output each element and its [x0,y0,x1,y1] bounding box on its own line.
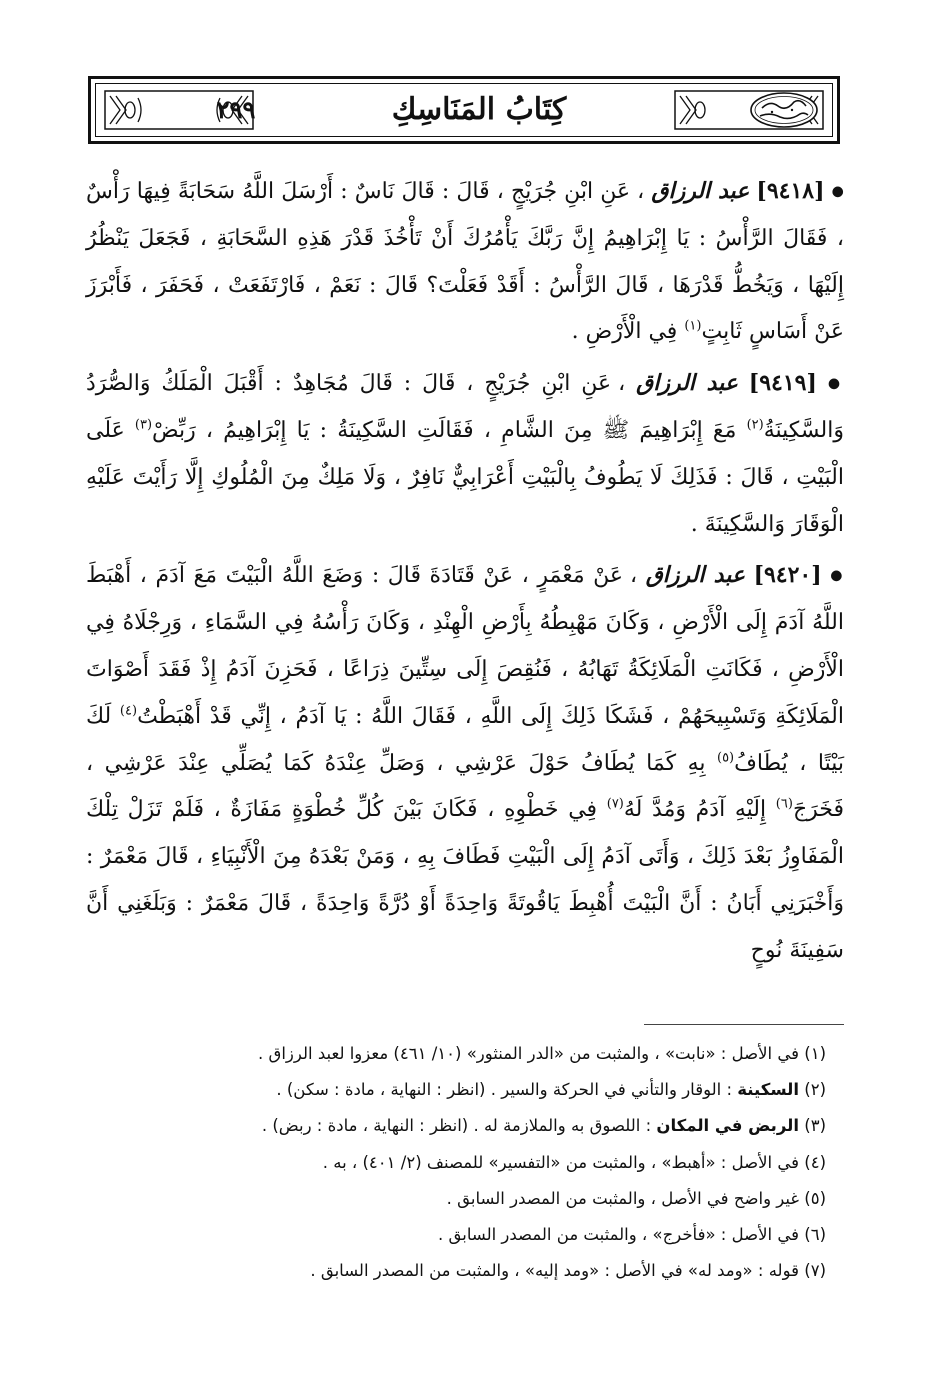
hadith-number: [٩٤١٨] [756,178,825,204]
footnote-separator [644,1024,844,1025]
narrator-name: عبد الرزاق [636,370,738,397]
footnote-ref[interactable]: (٣) [134,417,153,433]
footnote-number: (٤) [804,1152,826,1172]
footnote-number: (٣) [804,1116,826,1136]
footnote-ref[interactable]: (٤) [119,703,138,719]
footnote-3 [86,1108,826,1144]
footnote-text: في الأصل : «أهبط» ، والمثبت من «التفسير» للمصنف (٢/ ٤٠١) ، به . [322,1152,799,1172]
footnote-ref[interactable]: (٢) [746,417,764,433]
hadith-text: ، عَنْ مَعْمَرٍ ، عَنْ قَتَادَةَ قَالَ : وَضَعَ اللَّهُ الْبَيْتَ مَعَ آدَمَ ، أَهْبَطَ اللَّهُ آدَمَ إِلَى الْأَرْضِ ، وَكَانَ مَهْبِطُهُ بِأَرْضِ الْهِنْدِ ، وَكَانَ رَأْسُهُ فِي السَّمَاءِ ، وَرِجْلَاهُ فِي الْأَرْضِ ، فَكَانَتِ الْمَلَائِكَةُ تَهَابُهُ ، فَنُقِصَ إِلَى سِتِّينَ ذِرَاعًا ، فَحَزِنَ آدَمُ إِذْ فَقَدَ أَصْوَاتَ الْمَلَائِكَةِ وَتَسْبِيحَهُمْ ، فَشَكَا ذَلِكَ إِلَى اللَّهِ ، فَقَالَ اللَّهُ : يَا آدَمُ ، إِنِّي قَدْ أَهْبَطْتُ [86,563,844,729]
footnote-6 [86,1217,826,1253]
bullet-icon: ● [827,375,844,392]
hadith-text-tail: فِي خَطْوِهِ ، فَكَانَ بَيْنَ كُلِّ خُطْوَةٍ مَفَازَةٌ ، فَلَمْ تَزَلْ تِلْكَ الْمَفَاوِزُ بَعْدَ ذَلِكَ ، وَأَتَى آدَمُ إِلَى الْبَيْتِ فَطَافَ بِهِ ، وَمَنْ بَعْدَهُ مِنَ الْأَنْبِيَاءِ ، قَالَ مَعْمَرٌ : وَأَخْبَرَنِي أَبَانُ : أَنَّ الْبَيْتَ أُهْبِطَ يَاقُوتَةً وَاحِدَةً أَوْ دُرَّةً وَاحِدَةً ، قَالَ مَعْمَرٌ : وَبَلَغَنِي أَنَّ سَفِينَةَ نُوحٍ [86,797,844,963]
footnote-text: : اللصوق به والملازمة له . (انظر : النهاية ، مادة : ربض) . [261,1116,652,1136]
footnote-1 [86,1036,826,1072]
hadith-text-2: مَعَ إِبْرَاهِيمَ ﷺ مِنَ الشَّامِ ، فَقَالَتِ السَّكِينَةُ : يَا إِبْرَاهِيمُ ، رَبِّضْ [152,417,737,443]
narrator-name: عبد الرزاق [645,562,745,589]
hadith-number: [٩٤١٩] [748,370,817,397]
footnotes [86,1036,826,1289]
narrator-name: عبد الرزاق [651,178,750,204]
hadith-text-tail: عَلَى الْبَيْتِ ، قَالَ : فَذَلِكَ لَا يَطُوفُ بِالْبَيْتِ أَعْرَابِيٌّ نَافِرٌ ، وَلَا مَلِكٌ مِنَ الْمُلُوكِ إِلَّا رَأَيْتَ عَلَيْهِ الْوَقَارَ وَالسَّكِينَةَ . [86,417,844,537]
footnote-number: (٢) [804,1080,826,1100]
bullet-icon: ● [830,567,845,584]
main-text [86,168,844,979]
footnote-ref[interactable]: (٦) [775,797,793,813]
hadith-text: ، عَنِ ابْنِ جُرَيْجٍ ، قَالَ : قَالَ نَاسٌ : أَرْسَلَ اللَّهُ سَحَابَةً فِيهَا رَأْسٌ ، فَقَالَ الرَّأْسُ : يَا إِبْرَاهِيمُ إِنَّ رَبَّكَ يَأْمُرُكَ أَنْ تَأْخُذَ قَدْرَ هَذِهِ السَّحَابَةِ ، فَجَعَلَ يَنْظُرُ إِلَيْهَا ، وَيَخُطُّ قَدْرَهَا ، قَالَ الرَّأْسُ : أَقَدْ فَعَلْتَ؟ قَالَ : نَعَمْ ، فَارْتَفَعَتْ ، فَحَفَرَ ، فَأَبْرَزَ عَنْ أَسَاسٍ ثَابِتٍ [86,179,844,345]
hadith-text-tail: فِي الْأَرْضِ . [571,319,678,345]
footnote-text: قوله : «ومد له» في الأصل : «ومد إليه» ، والمثبت من المصدر السابق . [310,1261,799,1281]
footnote-text: في الأصل : «فأخرج» ، والمثبت من المصدر السابق . [437,1225,799,1245]
hadith-9420 [86,552,844,974]
footnote-number: (٧) [804,1261,826,1281]
running-title: كِتَابُ المَنَاسِكِ [391,92,567,127]
footnote-ref[interactable]: (٥) [716,750,735,766]
hadith-text-2: لَكَ بَيْتًا ، يُطَافُ [86,703,844,776]
hadith-text-4: إِلَيْهِ آدَمُ وَمُدَّ لَهُ [623,797,767,823]
bullet-icon: ● [831,183,845,200]
hadith-9419 [86,360,844,548]
footnote-term: الربض في المكان [656,1116,799,1136]
footnote-2 [86,1072,826,1108]
footnote-4 [86,1145,826,1181]
book-seal-logo [748,90,820,130]
footnote-text: غير واضح في الأصل ، والمثبت من المصدر السابق . [446,1188,799,1208]
footnote-7 [86,1253,826,1289]
footnote-text: : الوقار والتأني في الحركة والسير . (انظر : النهاية ، مادة : سكن) . [276,1080,733,1100]
footnote-text: في الأصل : «نابت» ، والمثبت من «الدر المنثور» (١٠/ ٤٦١) معزوا لعبد الرزاق . [258,1044,799,1063]
hadith-text: ، عَنِ ابْنِ جُرَيْجٍ ، قَالَ : قَالَ مُجَاهِدٌ : أَقْبَلَ الْمَلَكُ وَالصُّرَدُ وَالسَّكِينَةُ [86,371,844,443]
footnote-number: (٦) [804,1225,826,1245]
page-number: ٢٩٩ [216,95,256,124]
footnote-5 [86,1181,826,1217]
hadith-text-3: بِهِ كَمَا يُطَافُ حَوْلَ عَرْشِي ، وَصَلِّ عِنْدَهُ كَمَا يُصَلِّي عِنْدَ عَرْشِي ، فَخَرَجَ [86,750,844,823]
footnote-ref[interactable]: (٧) [606,797,624,813]
footnote-number: (١) [804,1044,826,1063]
page-header [88,76,840,144]
hadith-9418 [86,168,844,356]
footnote-term: السكينة [737,1080,799,1100]
hadith-number: [٩٤٢٠] [753,562,822,589]
footnote-number: (٥) [804,1188,826,1208]
footnote-ref[interactable]: (١) [684,319,702,335]
